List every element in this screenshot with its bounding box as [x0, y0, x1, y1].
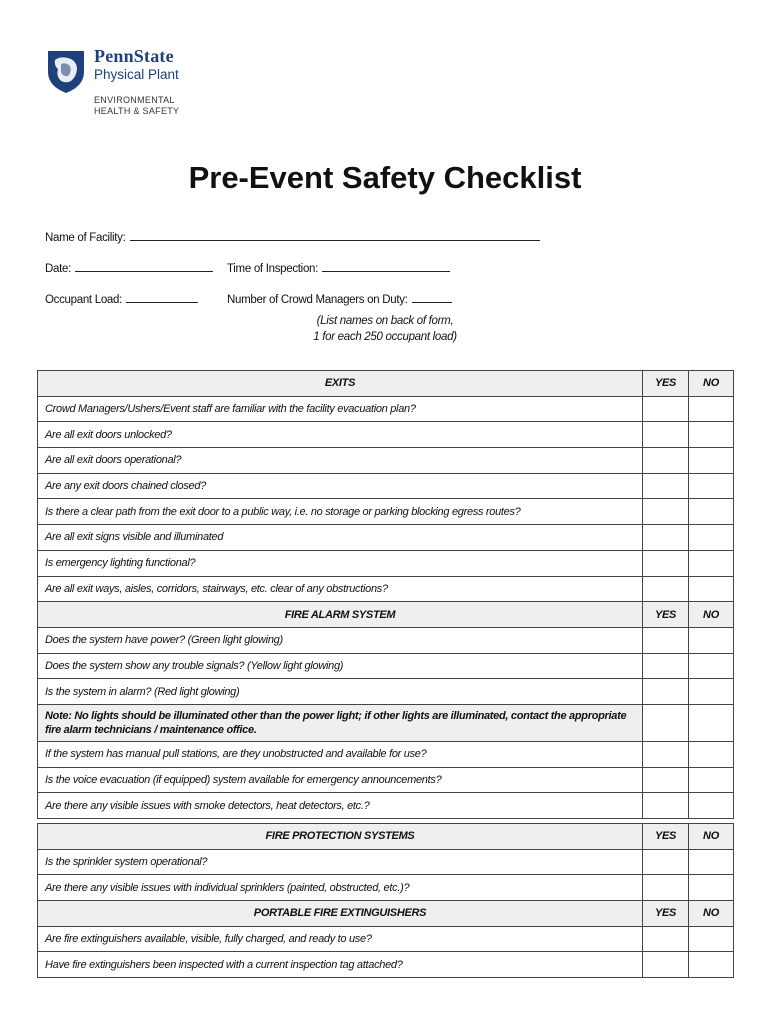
- question: Is emergency lighting functional?: [38, 550, 643, 576]
- table-row: [38, 422, 734, 448]
- no-cell: [689, 704, 734, 741]
- no-cell[interactable]: [689, 793, 734, 819]
- alarm-header-row: [38, 602, 734, 628]
- yes-cell[interactable]: [643, 741, 689, 767]
- alarm-note: Note: No lights should be illuminated other than the power light; if other lights are illuminated, contact the appropriate fire alarm technicians / maintenance office.: [38, 704, 643, 741]
- yes-cell[interactable]: [643, 875, 689, 901]
- no-cell[interactable]: [689, 448, 734, 474]
- yes-cell[interactable]: [643, 679, 689, 705]
- question: Are fire extinguishers available, visible, fully charged, and ready to use?: [38, 926, 643, 952]
- yes-cell[interactable]: [643, 525, 689, 551]
- question: Crowd Managers/Ushers/Event staff are familiar with the facility evacuation plan?: [38, 396, 643, 422]
- yes-header: YES: [643, 602, 689, 628]
- question: Are all exit signs visible and illuminated: [38, 525, 643, 551]
- yes-cell[interactable]: [643, 499, 689, 525]
- crowd-note-line1: (List names on back of form,: [316, 315, 454, 327]
- question: Are all exit doors unlocked?: [38, 422, 643, 448]
- facility-blank[interactable]: [130, 229, 540, 241]
- date-field: [45, 260, 213, 275]
- no-cell[interactable]: [689, 679, 734, 705]
- logo-subtitle: Physical Plant: [94, 67, 179, 82]
- no-cell[interactable]: [689, 767, 734, 793]
- question: Is the voice evacuation (if equipped) system available for emergency announcements?: [38, 767, 643, 793]
- no-cell[interactable]: [689, 473, 734, 499]
- protection-header: FIRE PROTECTION SYSTEMS: [38, 824, 643, 850]
- yes-header: YES: [643, 371, 689, 397]
- question: Is there a clear path from the exit door to a public way, i.e. no storage or parking blocking egress routes?: [38, 499, 643, 525]
- no-cell[interactable]: [689, 499, 734, 525]
- psu-logo: [46, 46, 216, 118]
- crowd-note-line2: 1 for each 250 occupant load): [313, 331, 457, 343]
- yes-cell[interactable]: [643, 627, 689, 653]
- table-row: [38, 550, 734, 576]
- question: If the system has manual pull stations, are they unobstructed and available for use?: [38, 741, 643, 767]
- table-row: [38, 952, 734, 978]
- yes-cell[interactable]: [643, 473, 689, 499]
- crowd-blank[interactable]: [412, 291, 452, 303]
- yes-cell[interactable]: [643, 576, 689, 602]
- exits-header: EXITS: [38, 371, 643, 397]
- table-row: [38, 653, 734, 679]
- protection-header-row: [38, 824, 734, 850]
- no-cell[interactable]: [689, 525, 734, 551]
- logo-dept-line2: HEALTH & SAFETY: [94, 106, 180, 116]
- no-cell[interactable]: [689, 627, 734, 653]
- question: Are any exit doors chained closed?: [38, 473, 643, 499]
- alarm-header: FIRE ALARM SYSTEM: [38, 602, 643, 628]
- occupant-blank[interactable]: [126, 291, 198, 303]
- page-title: Pre-Event Safety Checklist: [188, 160, 582, 195]
- table-row: [38, 499, 734, 525]
- exits-header-row: [38, 371, 734, 397]
- yes-cell[interactable]: [643, 793, 689, 819]
- question: Are all exit ways, aisles, corridors, stairways, etc. clear of any obstructions?: [38, 576, 643, 602]
- no-header: NO: [689, 824, 734, 850]
- question: Is the sprinkler system operational?: [38, 849, 643, 875]
- no-cell[interactable]: [689, 849, 734, 875]
- crowd-label: Number of Crowd Managers on Duty:: [227, 294, 408, 306]
- yes-cell: [643, 704, 689, 741]
- occupant-field: [45, 291, 198, 306]
- facility-field: [45, 229, 540, 244]
- table-row: [38, 741, 734, 767]
- time-field: [227, 260, 450, 275]
- time-blank[interactable]: [322, 260, 450, 272]
- alarm-note-row: [38, 704, 734, 741]
- table-row: [38, 793, 734, 819]
- yes-cell[interactable]: [643, 926, 689, 952]
- no-cell[interactable]: [689, 396, 734, 422]
- no-header: NO: [689, 602, 734, 628]
- no-cell[interactable]: [689, 952, 734, 978]
- yes-cell[interactable]: [643, 422, 689, 448]
- no-cell[interactable]: [689, 875, 734, 901]
- yes-cell[interactable]: [643, 653, 689, 679]
- no-cell[interactable]: [689, 926, 734, 952]
- question: Does the system have power? (Green light glowing): [38, 627, 643, 653]
- table-row: [38, 473, 734, 499]
- no-header: NO: [689, 371, 734, 397]
- question: Does the system show any trouble signals? (Yellow light glowing): [38, 653, 643, 679]
- nittany-lion-shield-icon: [46, 48, 86, 94]
- table-row: [38, 679, 734, 705]
- table-row: [38, 396, 734, 422]
- yes-header: YES: [643, 824, 689, 850]
- extinguisher-header: PORTABLE FIRE EXTINGUISHERS: [38, 901, 643, 927]
- yes-cell[interactable]: [643, 767, 689, 793]
- table-row: [38, 576, 734, 602]
- question: Are there any visible issues with individual sprinklers (painted, obstructed, etc.)?: [38, 875, 643, 901]
- no-cell[interactable]: [689, 741, 734, 767]
- logo-title: PennState: [94, 46, 174, 66]
- logo-dept-line1: ENVIRONMENTAL: [94, 95, 175, 105]
- no-cell[interactable]: [689, 422, 734, 448]
- no-cell[interactable]: [689, 653, 734, 679]
- question: Have fire extinguishers been inspected with a current inspection tag attached?: [38, 952, 643, 978]
- facility-label: Name of Facility:: [45, 232, 126, 244]
- no-cell[interactable]: [689, 550, 734, 576]
- time-label: Time of Inspection:: [227, 263, 319, 275]
- yes-cell[interactable]: [643, 448, 689, 474]
- table-row: [38, 525, 734, 551]
- yes-cell[interactable]: [643, 550, 689, 576]
- crowd-field: [227, 291, 452, 306]
- table-row: [38, 448, 734, 474]
- no-header: NO: [689, 901, 734, 927]
- table-row: [38, 627, 734, 653]
- question: Are all exit doors operational?: [38, 448, 643, 474]
- table-row: [38, 849, 734, 875]
- date-blank[interactable]: [75, 260, 213, 272]
- exits-alarm-table: [37, 370, 734, 819]
- yes-header: YES: [643, 901, 689, 927]
- occupant-label: Occupant Load:: [45, 294, 122, 306]
- table-row: [38, 926, 734, 952]
- yes-cell[interactable]: [643, 849, 689, 875]
- question: Is the system in alarm? (Red light glowing): [38, 679, 643, 705]
- no-cell[interactable]: [689, 576, 734, 602]
- yes-cell[interactable]: [643, 952, 689, 978]
- table-row: [38, 767, 734, 793]
- extinguisher-header-row: [38, 901, 734, 927]
- yes-cell[interactable]: [643, 396, 689, 422]
- table-row: [38, 875, 734, 901]
- date-label: Date:: [45, 263, 71, 275]
- question: Are there any visible issues with smoke detectors, heat detectors, etc.?: [38, 793, 643, 819]
- protection-extinguisher-table: [37, 823, 734, 978]
